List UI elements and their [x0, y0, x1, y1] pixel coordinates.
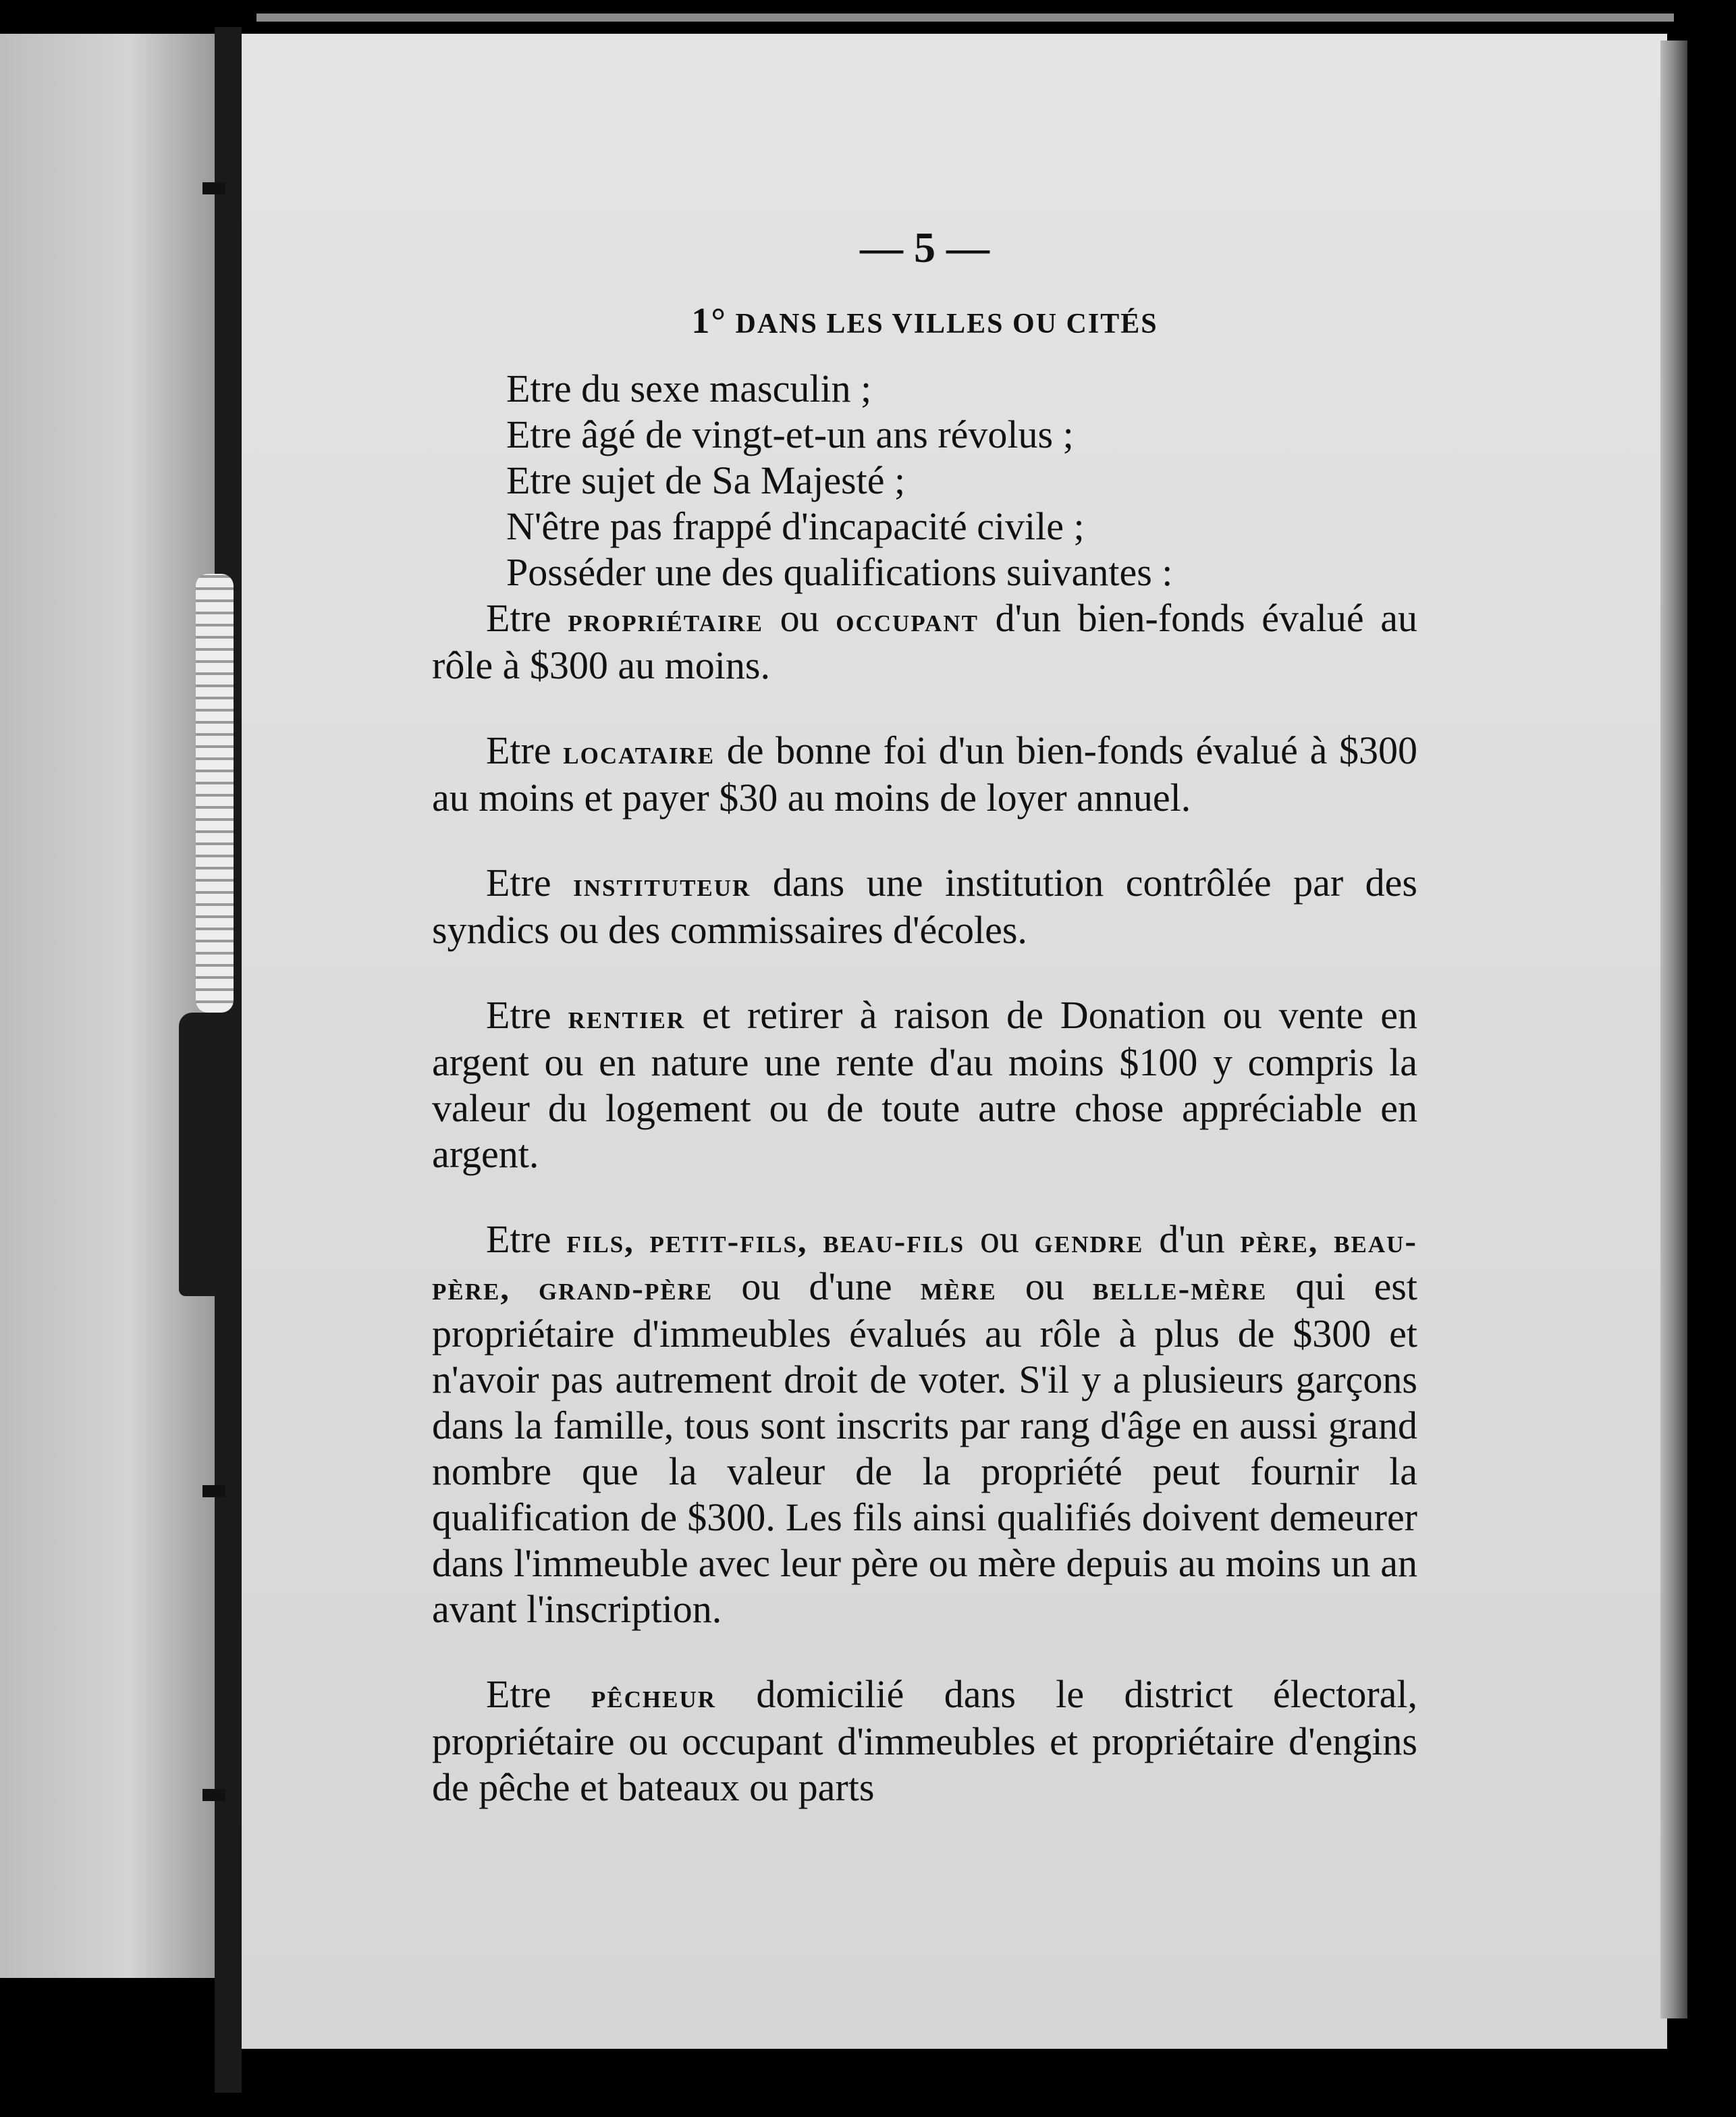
qualification-paragraph: [432, 860, 1417, 953]
text-run: [1318, 1217, 1334, 1261]
section-number: 1°: [691, 300, 727, 341]
text-run: [510, 1264, 539, 1308]
term: occupant: [836, 601, 979, 639]
text-run: ou d'une: [713, 1264, 921, 1308]
term: grand-père: [538, 1269, 713, 1307]
text-run: ou: [996, 1264, 1093, 1308]
term: propriétaire: [568, 601, 763, 639]
text-run: Etre: [486, 728, 564, 772]
qualification-paragraph: [432, 1671, 1417, 1811]
qualification-paragraph: [432, 595, 1417, 689]
condition-line: Etre sujet de Sa Majesté ;: [506, 458, 906, 502]
text-run: qui est propriétaire d'immeubles évalués au rôle à plus de $300 et n'avoir pas autrement droit de voter. S'il y a plusieurs garçons dans la famille, tous sont inscrits par rang d'âge en aussi grand nombre que la valeur de la propriété peut fournir la qualification de $300. Les fils ainsi qualifiés doivent demeurer dans l'immeuble avec leur père ou mère depuis au moins un an avant l'inscription.: [432, 1264, 1417, 1631]
binding-stitch: [202, 1789, 225, 1801]
qualification-paragraph: [432, 728, 1417, 821]
section-title: DANS LES VILLES OU CITÉS: [735, 309, 1158, 340]
text-run: Etre: [486, 1217, 567, 1261]
text-run: [808, 1217, 823, 1261]
left-page: [0, 34, 216, 1978]
text-run: d'un: [1143, 1217, 1241, 1261]
text-run: Etre: [486, 1672, 591, 1716]
text-run: [634, 1217, 650, 1261]
page-stack-edge: [1660, 41, 1687, 2018]
term: locataire: [563, 733, 715, 771]
qualification-paragraph: [432, 1216, 1417, 1632]
term: pêcheur: [591, 1677, 717, 1715]
term: père,: [1240, 1222, 1319, 1260]
binding-stitch: [202, 1485, 225, 1497]
term: petit-fils,: [649, 1222, 808, 1260]
condition-line: Etre âgé de vingt-et-un ans révolus ;: [506, 412, 1074, 456]
text-run: Etre: [486, 861, 574, 905]
qualification-paragraph: [432, 992, 1417, 1177]
binding-stitch: [202, 182, 225, 194]
page-number: — 5 —: [860, 223, 989, 271]
page-text: [432, 223, 1417, 1850]
term: gendre: [1034, 1222, 1144, 1260]
section-heading: [432, 300, 1417, 342]
term: rentier: [568, 998, 686, 1036]
text-run: d'un bien-fonds évalué au rôle à $300 au moins.: [432, 596, 1417, 687]
condition-line: Etre du sexe masculin ;: [506, 367, 872, 410]
term: belle-mère: [1092, 1269, 1268, 1307]
text-run: de bonne foi d'un bien-fonds évalué à $300 au moins et payer $30 au moins de loyer annuel.: [432, 728, 1417, 820]
text-run: dans une institution contrôlée par des syndics ou des commissaires d'écoles.: [432, 861, 1417, 952]
text-run: Etre: [486, 993, 568, 1037]
term: beau-fils: [823, 1222, 965, 1260]
binding-thread: [196, 574, 234, 1013]
text-run: Etre: [486, 596, 568, 640]
term: fils,: [566, 1222, 634, 1260]
binding-tear: [179, 1013, 233, 1296]
term: beau-père,: [432, 1222, 1418, 1307]
page-edge: [256, 14, 1674, 22]
text-run: et retirer à raison de Donation ou vente en argent ou en nature une rente d'au moins $100 y compris la valeur du logement ou de toute autre chose appréciable en argent.: [432, 993, 1417, 1176]
term: mère: [920, 1269, 997, 1307]
text-run: ou: [965, 1217, 1035, 1261]
text-run: ou: [763, 596, 836, 640]
text-run: domicilié dans le district électoral, propriétaire ou occupant d'immeubles et propriétaire d'engins de pêche et bateaux ou parts: [432, 1672, 1417, 1809]
condition-line: Posséder une des qualifications suivantes :: [506, 550, 1173, 594]
term: instituteur: [573, 865, 751, 903]
condition-line: N'être pas frappé d'incapacité civile ;: [506, 504, 1085, 548]
